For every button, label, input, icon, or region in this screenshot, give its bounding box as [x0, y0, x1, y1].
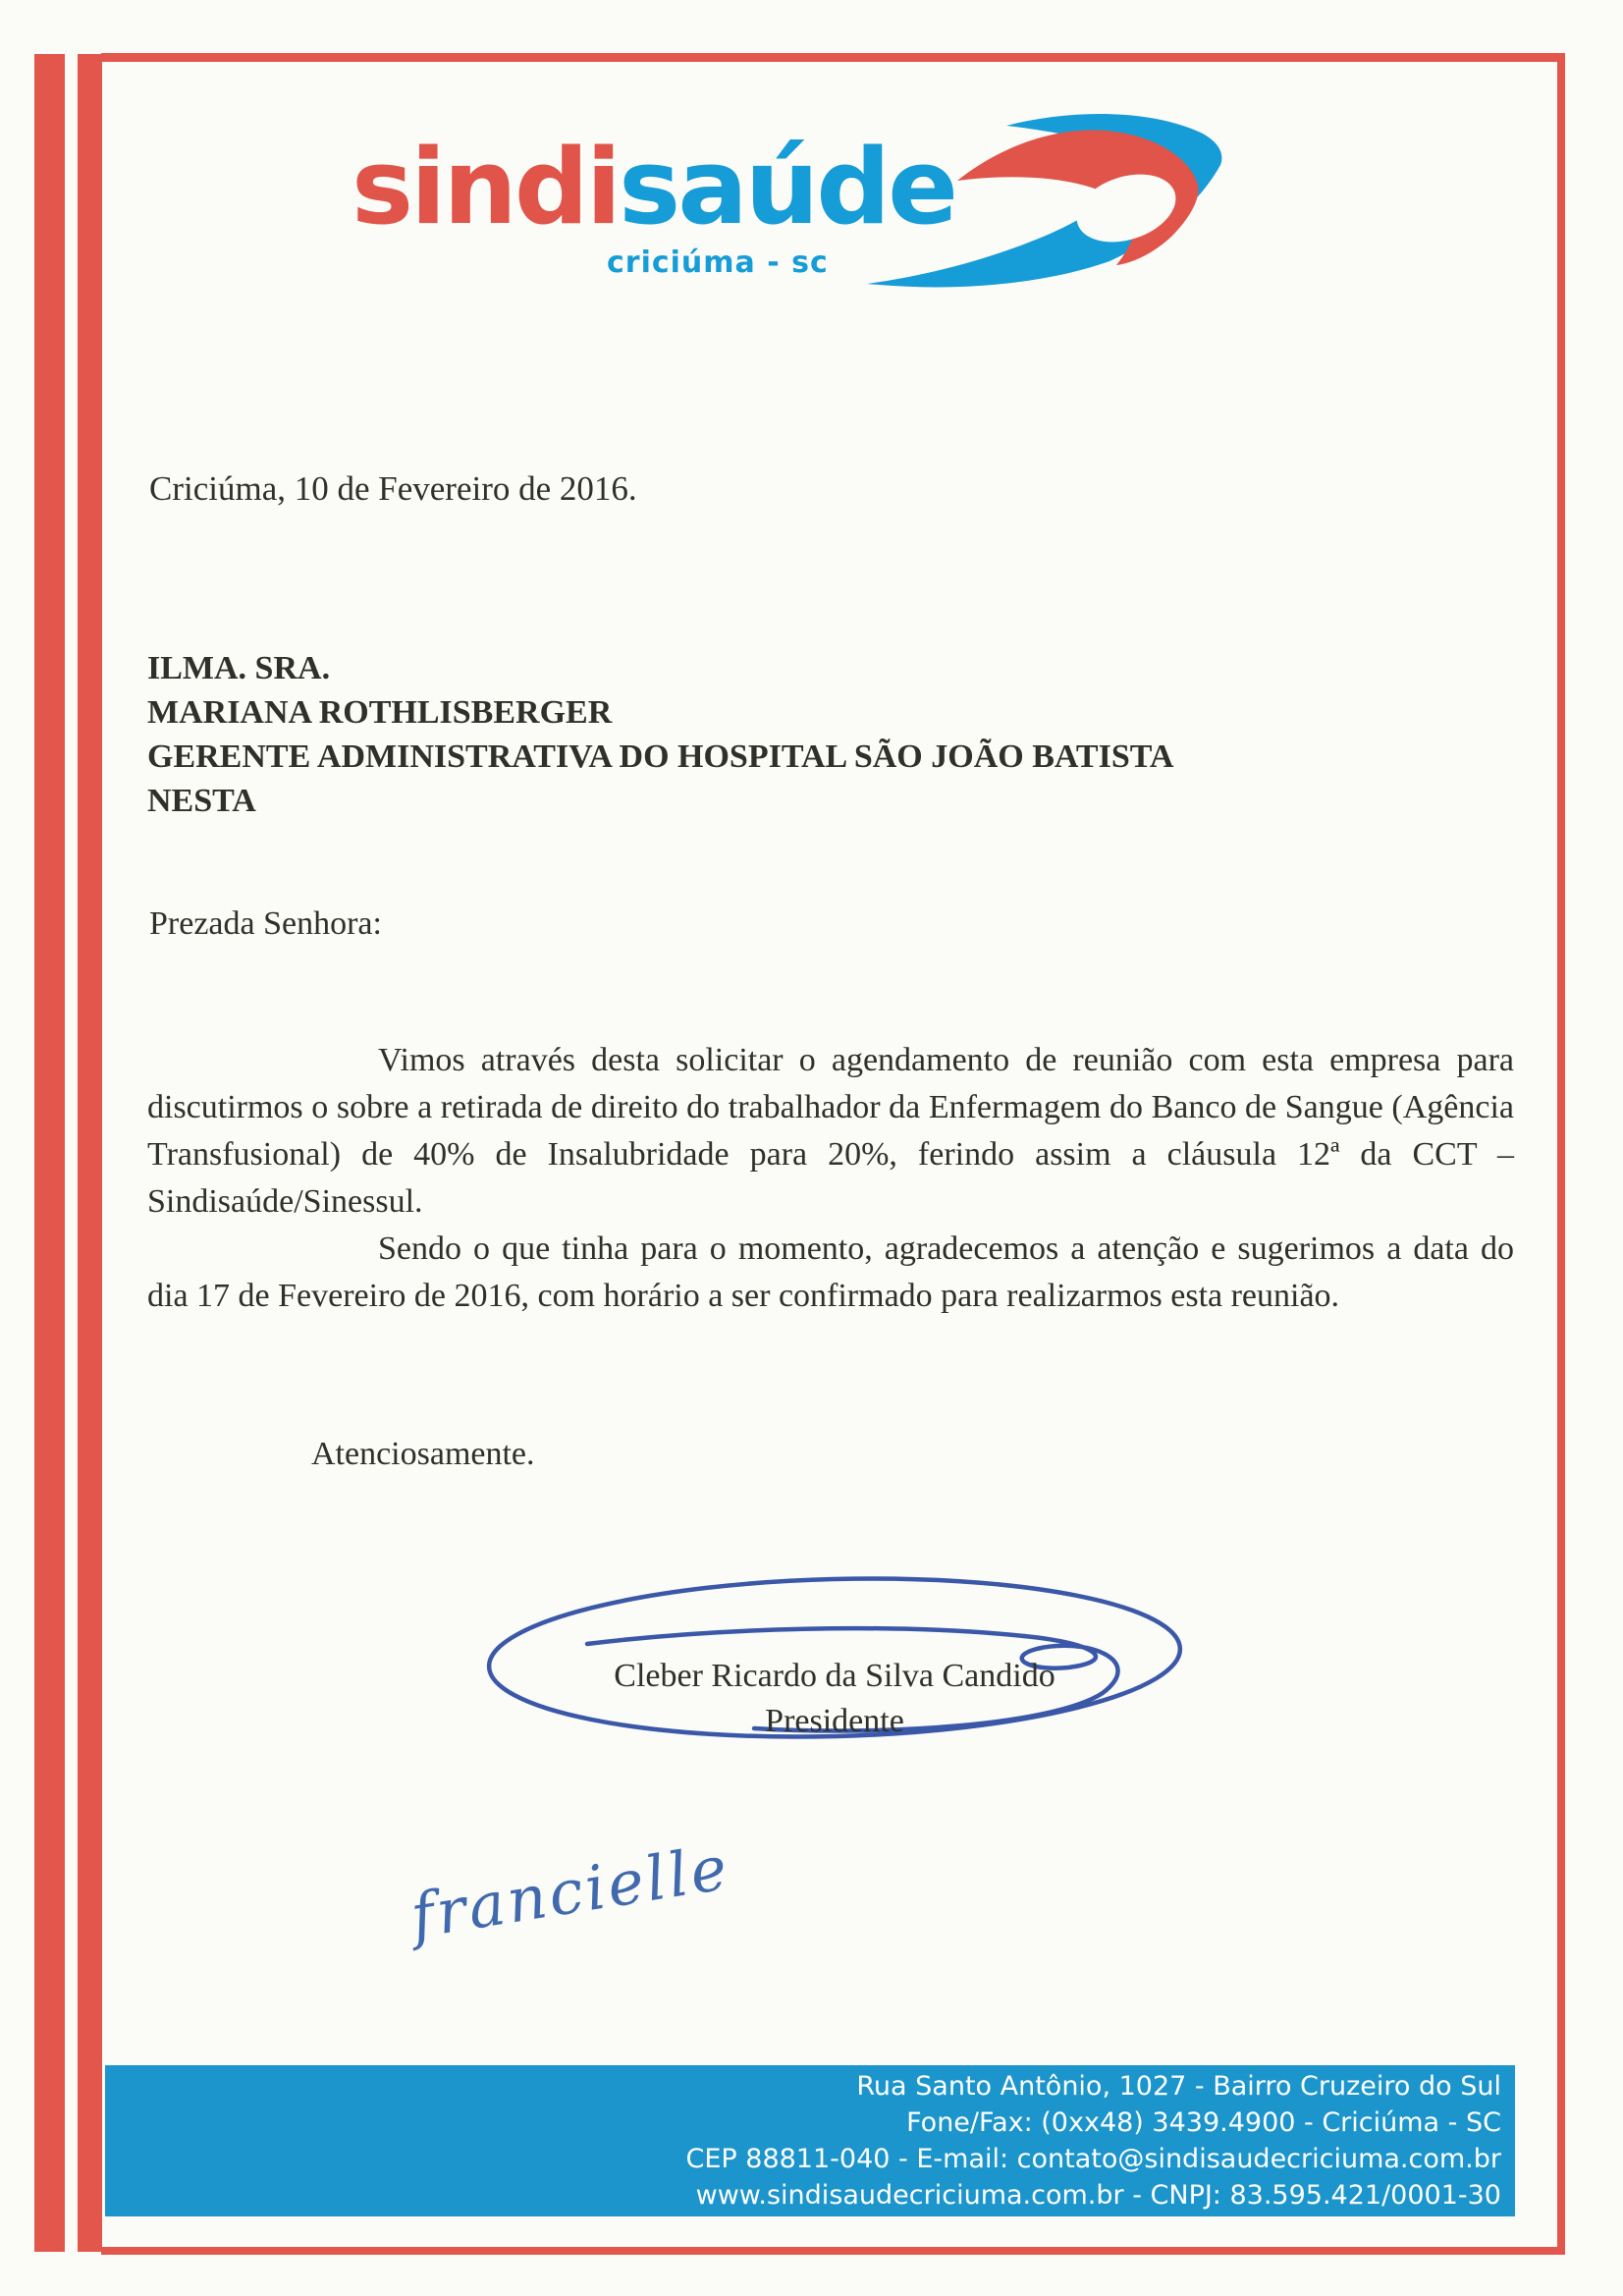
footer-website-line: www.sindisaudecriciuma.com.br - CNPJ: 83.595.421/0001-30	[695, 2180, 1501, 2211]
body-paragraph: Sendo o que tinha para o momento, agradecemos a atenção e sugerimos a data do dia 17 de Fevereiro de 2016, com horário a ser confirmado para realizarmos esta reunião.	[147, 1230, 1514, 1314]
date-line: Criciúma, 10 de Fevereiro de 2016.	[149, 469, 637, 508]
logo-wordmark-sindi: sindi	[352, 127, 620, 247]
footer-phone-line: Fone/Fax: (0xx48) 3439.4900 - Criciúma - SC	[906, 2107, 1501, 2138]
signer-name: Cleber Ricardo da Silva Candido	[614, 1658, 1055, 1694]
recipient-line: ILMA. SRA.	[147, 650, 331, 686]
closing-line: Atenciosamente.	[311, 1436, 535, 1472]
body-paragraph: Vimos através desta solicitar o agendamento de reunião com esta empresa para discutirmos o sobre a retirada de direito do trabalhador da Enfermagem do Banco de Sangue (Agência Transfusional) de 40% de Insalubridade para 20%, ferindo assim a cláusula 12ª da CCT – Sindisaúde/Sinessul.	[147, 1042, 1514, 1220]
swoosh-logo-icon	[859, 104, 1227, 296]
left-border-stripe-outer	[34, 54, 65, 2252]
right-border-line	[1557, 53, 1565, 2255]
recipient-line: MARIANA ROTHLISBERGER	[147, 694, 613, 731]
letter-body	[147, 1037, 1514, 1320]
logo-wordmark-saude: saúde	[619, 127, 955, 247]
signature-block	[469, 1563, 1200, 1789]
footer-contact-bar	[105, 2065, 1515, 2216]
recipient-line: GERENTE ADMINISTRATIVA DO HOSPITAL SÃO JOÃO BATISTA	[147, 738, 1174, 775]
recipient-line: NESTA	[147, 783, 256, 819]
top-border-line	[101, 53, 1564, 62]
footer-email-line: CEP 88811-040 - E-mail: contato@sindisaudecriciuma.com.br	[685, 2144, 1501, 2174]
footer-address-line: Rua Santo Antônio, 1027 - Bairro Cruzeiro do Sul	[856, 2071, 1501, 2102]
handwritten-note: francielle	[406, 1831, 735, 1952]
signer-title: Presidente	[765, 1703, 904, 1739]
logo-subtitle: criciúma - sc	[607, 246, 829, 280]
salutation: Prezada Senhora:	[149, 905, 382, 942]
recipient-block	[147, 646, 1173, 823]
bottom-border-line	[101, 2247, 1565, 2255]
left-border-stripe-inner	[78, 54, 102, 2252]
